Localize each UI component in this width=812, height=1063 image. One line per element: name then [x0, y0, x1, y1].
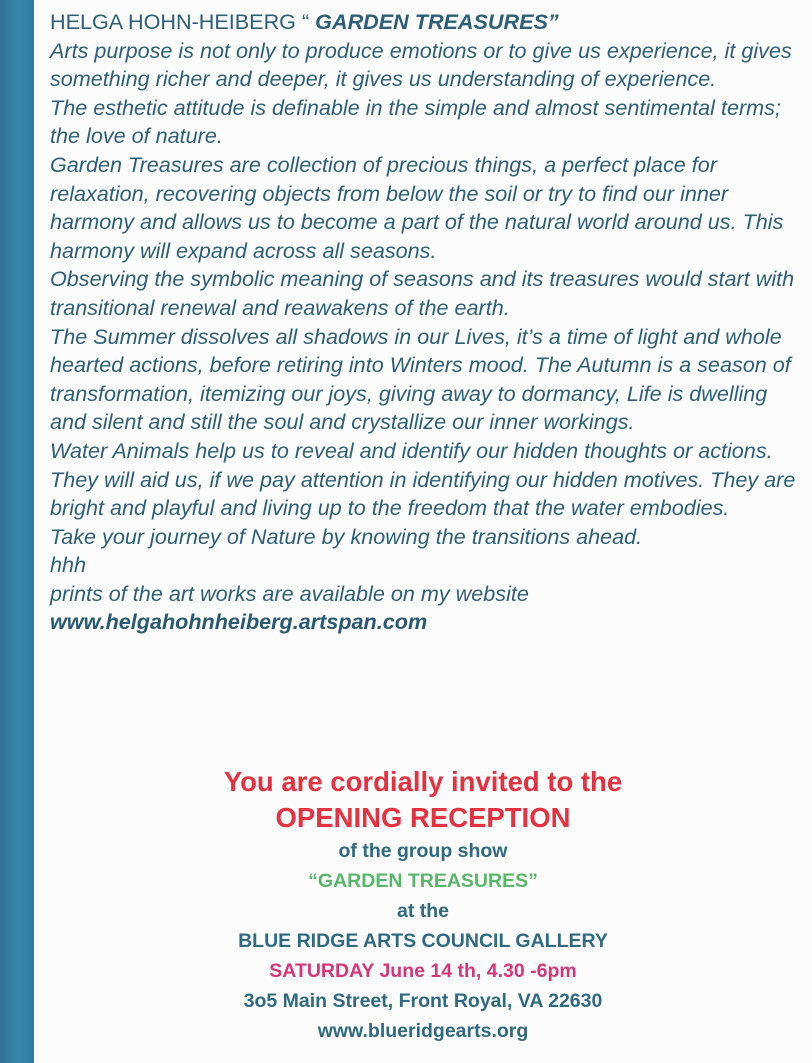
statement-paragraph: Take your journey of Nature by knowing the transitions ahead.	[50, 523, 643, 549]
statement-paragraph: prints of the art works are available on my website	[50, 580, 529, 606]
statement-paragraph: The Summer dissolves all shadows in our Lives, it’s a time of light and whole hearted actions, before retiring into Winters mood. The Autumn is a season of transformation, itemizing our joys, giving away to dormancy, Life is dwelling and silent and still the soul and crystallize our inner workings.	[50, 323, 791, 435]
statement-heading	[50, 8, 805, 37]
artist-website-line	[50, 608, 805, 637]
opening-reception-heading: OPENING RECEPTION	[275, 802, 571, 833]
artist-name: HELGA HOHN-HEIBERG “	[50, 9, 316, 34]
statement-paragraph: Garden Treasures are collection of precious things, a perfect place for relaxation, recovering objects from below the soil or try to find our inner harmony and allows us to become a part of the natural world around us. This harmony will expand across all seasons.	[50, 151, 784, 263]
side-color-bar	[0, 0, 34, 1063]
statement-paragraph: hhh	[50, 552, 87, 578]
show-title: GARDEN TREASURES”	[315, 9, 559, 34]
gallery-website-link[interactable]: www.blueridgearts.org	[317, 1020, 529, 1042]
event-date-time: SATURDAY June 14 th, 4.30 -6pm	[269, 960, 577, 982]
group-show-line: of the group show	[338, 840, 508, 862]
statement-paragraph: The esthetic attitude is definable in the simple and almost sentimental terms; the love of nature.	[50, 94, 781, 149]
at-the-line: at the	[396, 900, 449, 922]
show-name: “GARDEN TREASURES”	[308, 870, 538, 892]
statement-paragraph: Arts purpose is not only to produce emotions or to give us experience, it gives something richer and deeper, it gives us understanding of experience.	[50, 37, 792, 92]
artist-statement	[50, 8, 805, 637]
statement-paragraph: Water Animals help us to reveal and identify our hidden thoughts or actions. They will aid us, if we pay attention in identifying our hidden motives. They are bright and playful and living up to the freedom that the water embodies.	[50, 437, 796, 521]
gallery-name: BLUE RIDGE ARTS COUNCIL GALLERY	[238, 930, 608, 952]
artist-website-link[interactable]: www.helgahohnheiberg.artspan.com	[50, 609, 428, 635]
statement-paragraph: Observing the symbolic meaning of seasons and its treasures would start with transitional renewal and reawakens of the earth.	[50, 266, 795, 320]
invitation-block	[34, 764, 812, 1046]
gallery-address: 3o5 Main Street, Front Royal, VA 22630	[243, 990, 603, 1012]
invitation-line: You are cordially invited to the	[223, 766, 623, 797]
